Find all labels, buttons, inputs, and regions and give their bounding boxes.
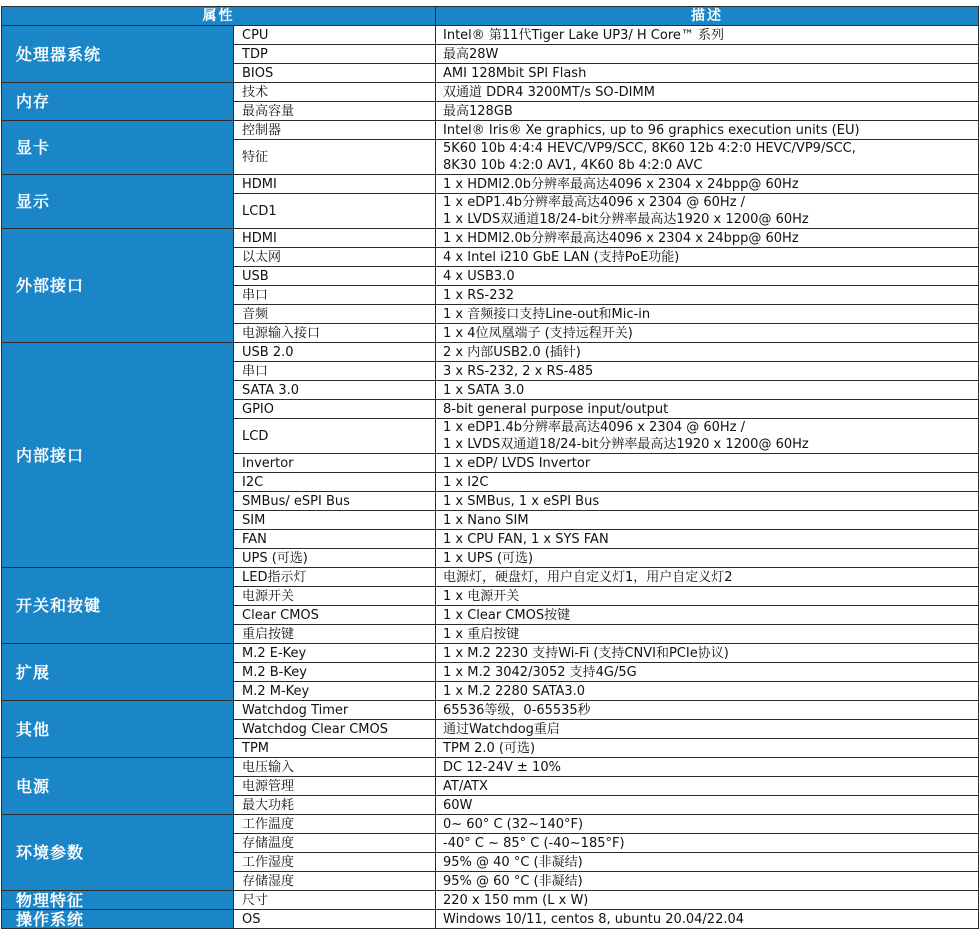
description-line: 1 x M.2 3042/3052 支持4G/5G [443, 664, 637, 680]
description-line: 220 x 150 mm (L x W) [443, 892, 589, 908]
description-line: 电源灯，硬盘灯，用户自定义灯1，用户自定义灯2 [443, 569, 733, 585]
description-cell [436, 140, 979, 175]
table-row [2, 815, 979, 834]
description-cell [436, 26, 979, 45]
description-cell [436, 194, 979, 229]
description-line: 1 x 音频接口支持Line-out和Mic-in [443, 306, 651, 322]
attribute-cell: SIM [234, 511, 436, 530]
attribute-cell: BIOS [234, 64, 436, 83]
attribute-cell: M.2 M-Key [234, 682, 436, 701]
description-cell [436, 682, 979, 701]
description-line: 1 x Nano SIM [443, 512, 529, 528]
group-label: 内存 [2, 83, 234, 121]
description-line: AMI 128Mbit SPI Flash [443, 65, 587, 81]
table-row [2, 229, 979, 248]
attribute-cell: USB 2.0 [234, 343, 436, 362]
attribute-cell: Watchdog Clear CMOS [234, 720, 436, 739]
description-line: -40° C ~ 85° C (-40~185°F) [443, 835, 625, 851]
description-cell [436, 324, 979, 343]
description-line: 1 x M.2 2230 支持Wi-Fi (支持CNVI和PCIe协议) [443, 645, 729, 661]
attribute-cell: Invertor [234, 454, 436, 473]
description-cell [436, 343, 979, 362]
attribute-cell: TPM [234, 739, 436, 758]
attribute-cell: 重启按键 [234, 625, 436, 644]
attribute-cell: FAN [234, 530, 436, 549]
description-line: DC 12-24V ± 10% [443, 759, 561, 775]
description-cell [436, 305, 979, 324]
attribute-cell: HDMI [234, 229, 436, 248]
description-cell [436, 796, 979, 815]
description-cell [436, 530, 979, 549]
group-label: 显卡 [2, 121, 234, 175]
group-label: 外部接口 [2, 229, 234, 343]
table-row [2, 121, 979, 140]
description-line: 95% @ 60 °C (非凝结) [443, 873, 583, 889]
attribute-cell: 工作温度 [234, 815, 436, 834]
attribute-cell: 电源管理 [234, 777, 436, 796]
description-cell [436, 64, 979, 83]
attribute-column-header: 属性 [2, 7, 436, 26]
description-cell [436, 910, 979, 929]
description-line: 1 x I2C [443, 474, 489, 490]
description-cell [436, 45, 979, 64]
attribute-cell: GPIO [234, 400, 436, 419]
description-line: 最高128GB [443, 103, 513, 119]
description-cell [436, 121, 979, 140]
description-line: 95% @ 40 °C (非凝结) [443, 854, 583, 870]
table-row [2, 644, 979, 663]
description-line: 双通道 DDR4 3200MT/s SO-DIMM [443, 84, 655, 100]
attribute-cell: 串口 [234, 286, 436, 305]
description-line: 1 x eDP1.4b分辨率最高达4096 x 2304 @ 60Hz / [443, 420, 746, 435]
description-cell [436, 102, 979, 121]
attribute-cell: 存储温度 [234, 834, 436, 853]
attribute-cell: 最高容量 [234, 102, 436, 121]
description-cell [436, 267, 979, 286]
description-line: 2 x 内部USB2.0 (插针) [443, 344, 581, 360]
description-cell [436, 891, 979, 910]
description-line: 最高28W [443, 46, 499, 62]
spec-table [1, 6, 979, 929]
description-line: AT/ATX [443, 778, 488, 794]
description-line: 4 x USB3.0 [443, 268, 515, 284]
group-label: 显示 [2, 175, 234, 229]
description-cell [436, 644, 979, 663]
description-line: 1 x Clear CMOS按键 [443, 607, 571, 623]
description-line: 1 x CPU FAN, 1 x SYS FAN [443, 531, 609, 547]
attribute-cell: 存储湿度 [234, 872, 436, 891]
description-line: 1 x LVDS双通道18/24-bit分辨率最高达1920 x 1200@ 60Hz [443, 437, 809, 452]
description-line: 1 x RS-232 [443, 287, 515, 303]
spec-table-body [2, 26, 979, 929]
table-row [2, 343, 979, 362]
attribute-cell: LCD [234, 419, 436, 454]
attribute-cell: CPU [234, 26, 436, 45]
description-cell [436, 568, 979, 587]
description-line: 1 x 4位凤凰端子 (支持远程开关) [443, 325, 633, 341]
description-line: 8-bit general purpose input/output [443, 401, 669, 417]
description-line: 1 x 电源开关 [443, 588, 520, 604]
attribute-cell: 以太网 [234, 248, 436, 267]
attribute-cell: 工作湿度 [234, 853, 436, 872]
attribute-cell: 特征 [234, 140, 436, 175]
description-cell [436, 511, 979, 530]
description-line: 1 x eDP1.4b分辨率最高达4096 x 2304 @ 60Hz / [443, 195, 746, 210]
description-cell [436, 83, 979, 102]
attribute-cell: 电源开关 [234, 587, 436, 606]
description-line: 65536等级，0-65535秒 [443, 702, 591, 718]
description-cell [436, 492, 979, 511]
description-line: 0~ 60° C (32~140°F) [443, 816, 584, 832]
description-cell [436, 587, 979, 606]
attribute-cell: HDMI [234, 175, 436, 194]
description-cell [436, 400, 979, 419]
description-cell [436, 381, 979, 400]
description-cell [436, 419, 979, 454]
description-line: 8K30 10b 4:2:0 AV1, 4K60 8b 4:2:0 AVC [443, 158, 703, 173]
attribute-cell: Clear CMOS [234, 606, 436, 625]
attribute-cell: SMBus/ eSPI Bus [234, 492, 436, 511]
description-line: 1 x SMBus, 1 x eSPI Bus [443, 493, 600, 509]
attribute-cell: 电压输入 [234, 758, 436, 777]
attribute-cell: 尺寸 [234, 891, 436, 910]
description-line: Windows 10/11, centos 8, ubuntu 20.04/22.04 [443, 911, 745, 927]
description-line: TPM 2.0 (可选) [443, 740, 536, 756]
description-cell [436, 286, 979, 305]
description-line: 1 x HDMI2.0b分辨率最高达4096 x 2304 x 24bpp@ 60Hz [443, 176, 799, 192]
description-cell [436, 229, 979, 248]
table-row [2, 701, 979, 720]
group-label: 其他 [2, 701, 234, 758]
table-row [2, 910, 979, 929]
description-line: Intel® Iris® Xe graphics, up to 96 graphics execution units (EU) [443, 122, 860, 138]
attribute-cell: Watchdog Timer [234, 701, 436, 720]
table-row [2, 758, 979, 777]
description-line: 通过Watchdog重启 [443, 721, 560, 737]
table-row [2, 175, 979, 194]
description-line: 1 x 重启按键 [443, 626, 520, 642]
description-column-header: 描述 [436, 7, 979, 26]
group-label: 操作系统 [2, 910, 234, 929]
description-line: Intel® 第11代Tiger Lake UP3/ H Core™ 系列 [443, 27, 725, 43]
description-line: 1 x HDMI2.0b分辨率最高达4096 x 2304 x 24bpp@ 60Hz [443, 230, 799, 246]
description-cell [436, 834, 979, 853]
description-cell [436, 872, 979, 891]
description-line: 3 x RS-232, 2 x RS-485 [443, 363, 594, 379]
description-line: 60W [443, 797, 473, 813]
description-cell [436, 739, 979, 758]
description-line: 5K60 10b 4:4:4 HEVC/VP9/SCC, 8K60 12b 4:2:0 HEVC/VP9/SCC, [443, 141, 856, 156]
description-line: 1 x eDP/ LVDS Invertor [443, 455, 591, 471]
attribute-cell: TDP [234, 45, 436, 64]
attribute-cell: 控制器 [234, 121, 436, 140]
group-label: 内部接口 [2, 343, 234, 568]
attribute-cell: M.2 E-Key [234, 644, 436, 663]
description-line: 1 x LVDS双通道18/24-bit分辨率最高达1920 x 1200@ 60Hz [443, 212, 809, 227]
description-cell [436, 853, 979, 872]
description-cell [436, 606, 979, 625]
attribute-cell: 技术 [234, 83, 436, 102]
attribute-cell: LED指示灯 [234, 568, 436, 587]
description-cell [436, 454, 979, 473]
attribute-cell: M.2 B-Key [234, 663, 436, 682]
table-row [2, 83, 979, 102]
group-label: 处理器系统 [2, 26, 234, 83]
attribute-cell: 串口 [234, 362, 436, 381]
group-label: 开关和按键 [2, 568, 234, 644]
description-cell [436, 625, 979, 644]
group-label: 电源 [2, 758, 234, 815]
attribute-cell: 最大功耗 [234, 796, 436, 815]
description-cell [436, 720, 979, 739]
description-cell [436, 758, 979, 777]
attribute-cell: OS [234, 910, 436, 929]
attribute-cell: USB [234, 267, 436, 286]
attribute-cell: UPS (可选) [234, 549, 436, 568]
description-cell [436, 701, 979, 720]
group-label: 物理特征 [2, 891, 234, 910]
description-cell [436, 248, 979, 267]
description-line: 4 x Intel i210 GbE LAN (支持PoE功能) [443, 249, 680, 265]
description-line: 1 x SATA 3.0 [443, 382, 525, 398]
attribute-cell: I2C [234, 473, 436, 492]
table-row [2, 891, 979, 910]
group-label: 扩展 [2, 644, 234, 701]
description-line: 1 x UPS (可选) [443, 550, 534, 566]
table-row [2, 26, 979, 45]
attribute-cell: SATA 3.0 [234, 381, 436, 400]
description-cell [436, 549, 979, 568]
attribute-cell: 音频 [234, 305, 436, 324]
attribute-cell: LCD1 [234, 194, 436, 229]
attribute-cell: 电源输入接口 [234, 324, 436, 343]
table-header-row [2, 7, 979, 26]
description-cell [436, 663, 979, 682]
description-cell [436, 362, 979, 381]
description-line: 1 x M.2 2280 SATA3.0 [443, 683, 586, 699]
description-cell [436, 777, 979, 796]
description-cell [436, 815, 979, 834]
group-label: 环境参数 [2, 815, 234, 891]
description-cell [436, 473, 979, 492]
description-cell [436, 175, 979, 194]
table-row [2, 568, 979, 587]
